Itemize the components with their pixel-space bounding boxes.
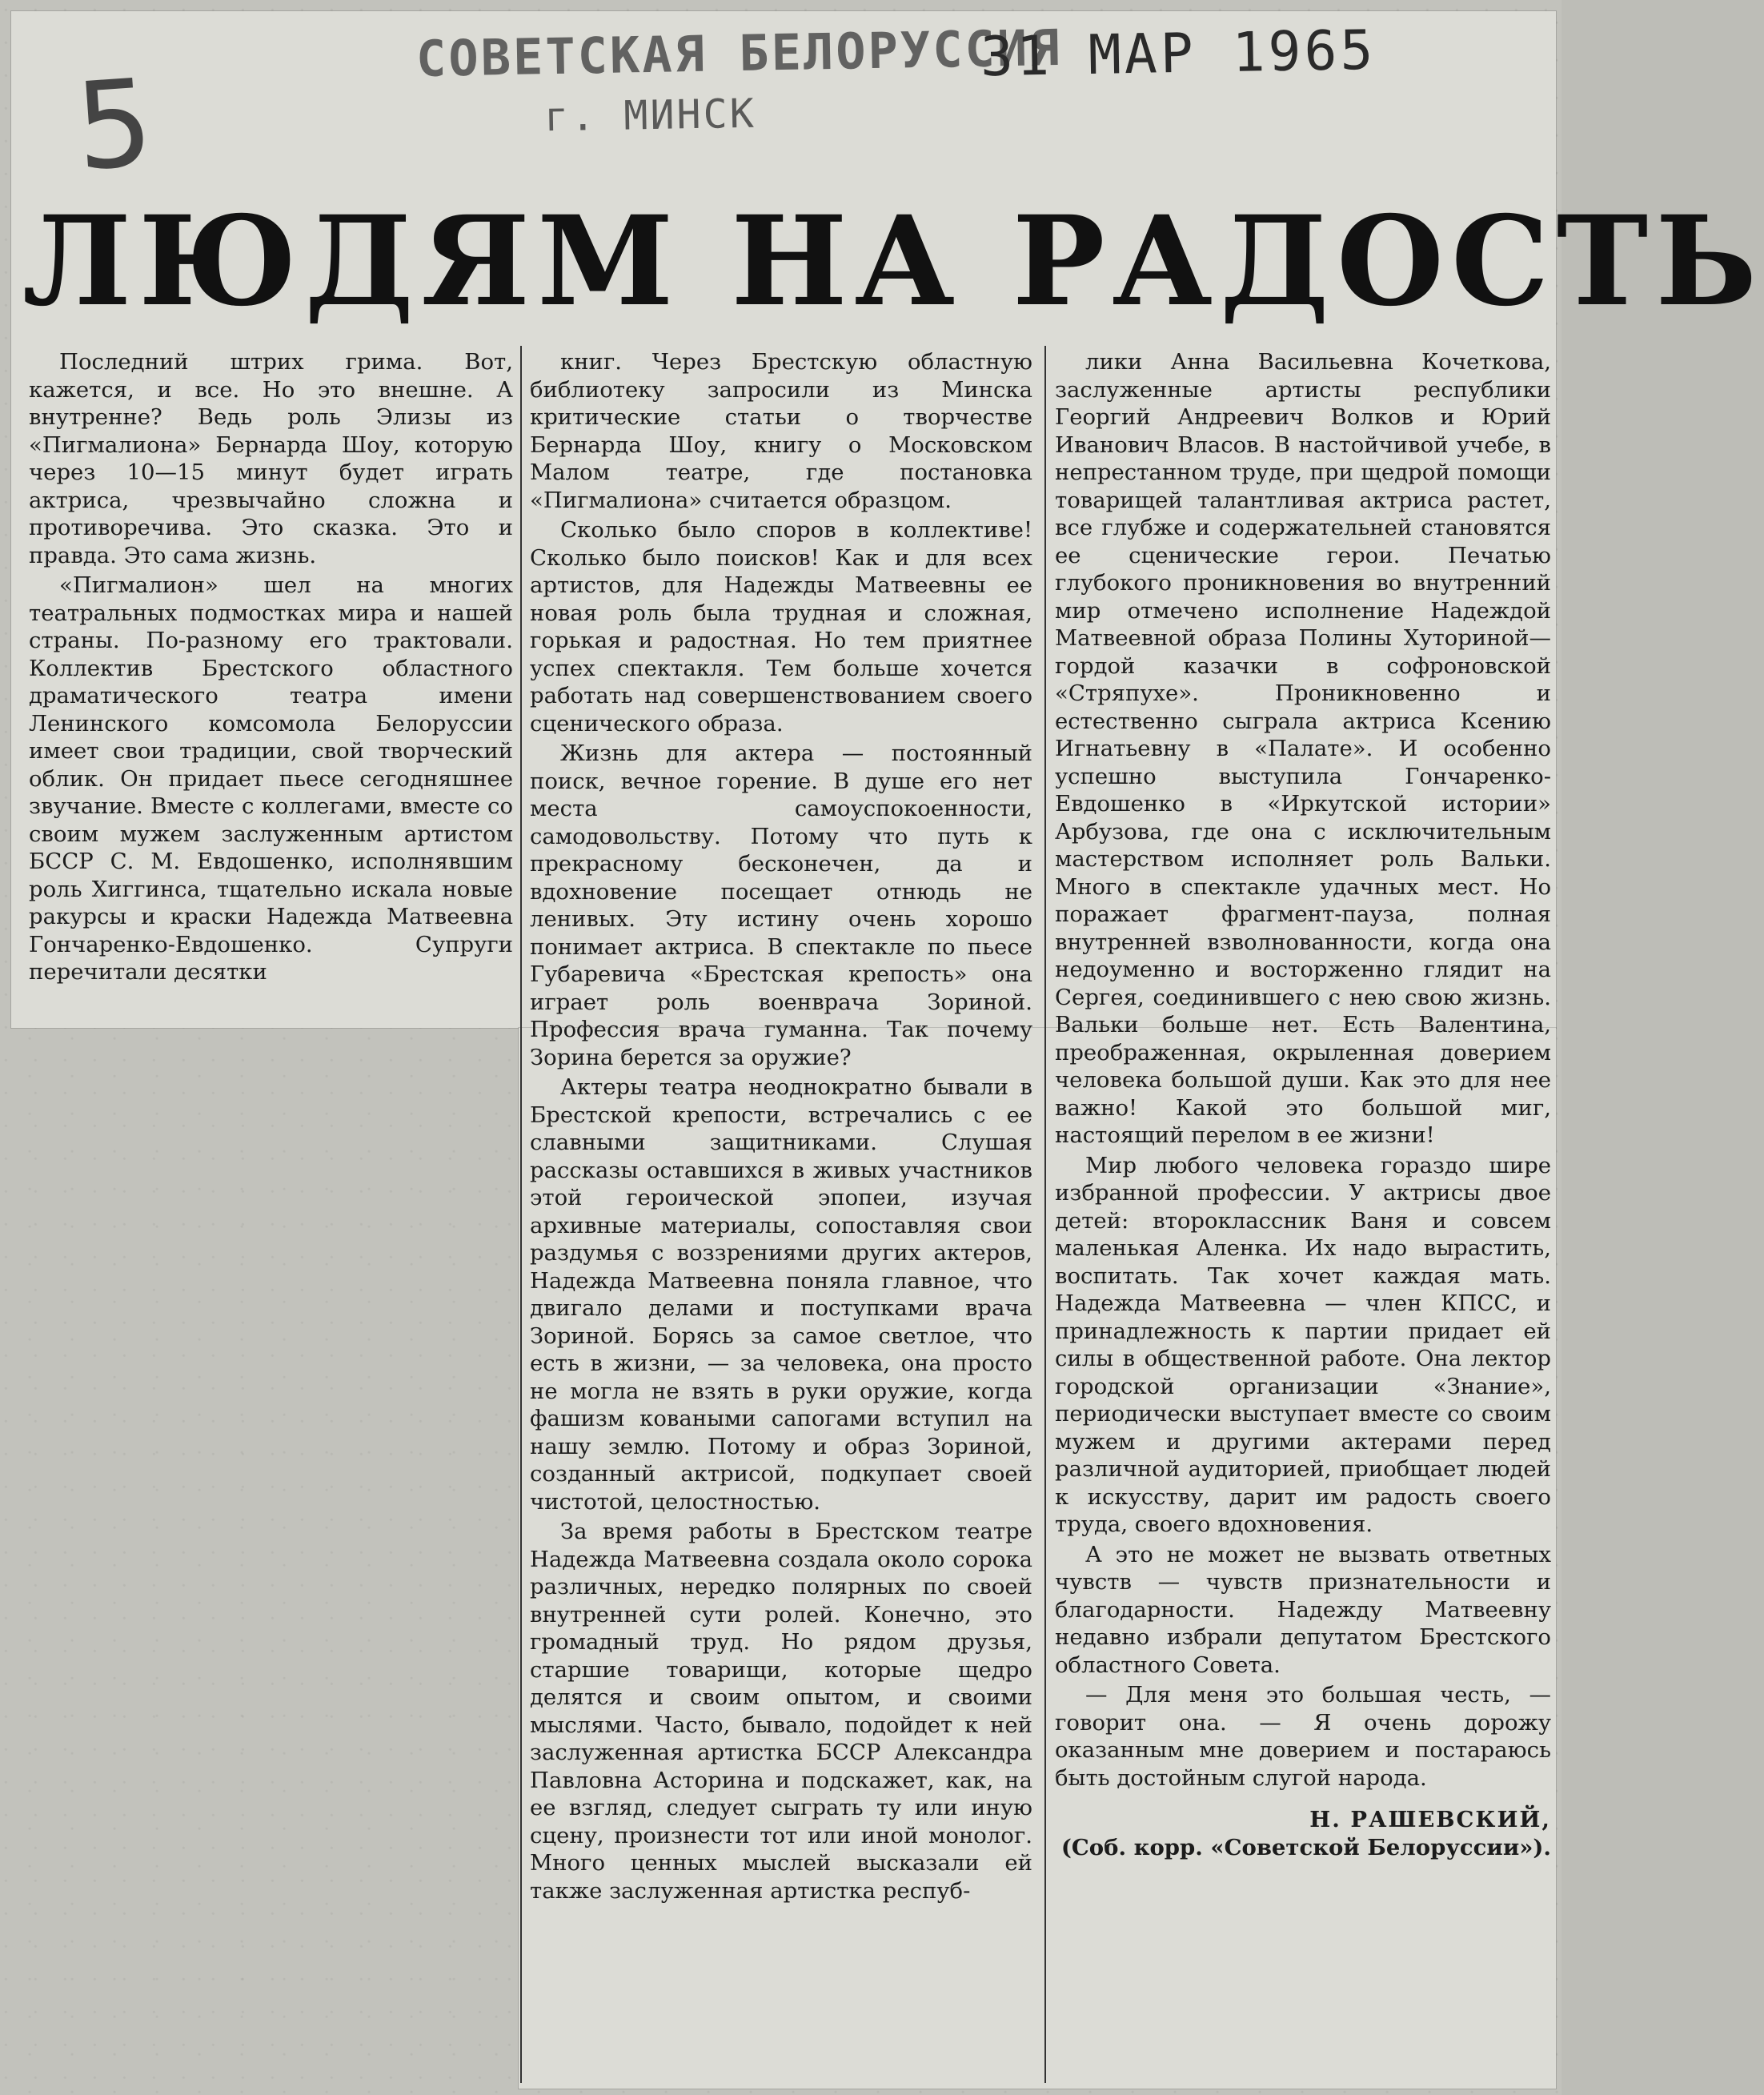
paragraph: «Пигмалион» шел на многих театральных подмостках мира и нашей страны. По-разному его трактовали. Коллектив Брестского областного драматического театра имени Ленинского комсомола Белоруссии имеет свои традиции, свой творческий облик. Он придает пьесе сегодняшнее звучание. Вместе с коллегами, вместе со своим мужем заслуженным артистом БССР С. М. Евдошенко, исполнявшим роль Хиггинса, тщательно искала новые ракурсы и краски Надежда Матвеевна Гончаренко-Евдошенко. Супруги перечитали десятки	[29, 572, 513, 985]
column-rule	[1044, 346, 1046, 2083]
paragraph: лики Анна Васильевна Кочеткова, заслуженные артисты республики Георгий Андреевич Волков и Юрий Иванович Власов. В настойчивой учебе, в непрестанном труде, при щедрой помощи товарищей талантливая актриса растет, все глубже и содержательней становятся ее сценические герои. Печатью глубокого проникновения во внутренний мир отмечено исполнение Надеждой Матвеевной образа Полины Хуториной—гордой казачки в софроновской «Стряпухе». Проникновенно и естественно сыграла актриса Ксению Игнатьевну в «Палате». И особенно успешно выступила Гончаренко-Евдошенко в «Иркутской истории» Арбузова, где она с исключительным мастерством исполняет роль Вальки. Много в спектакле удачных мест. Но поражает фрагмент-пауза, полная внутренней взволнованности, когда она недоуменно и восторженно глядит на Сергея, соединившего с нею свою жизнь. Вальки больше нет. Есть Валентина, преображенная, окрыленная доверием человека большой души. Как это для нее важно! Какой это большой миг, настоящий перелом в ее жизни!	[1055, 349, 1551, 1148]
stamp-newspaper: СОВЕТСКАЯ БЕЛОРУССИЯ	[415, 18, 1063, 89]
headline: ЛЮДЯМ НА РАДОСТЬ	[22, 189, 1764, 334]
paragraph: За время работы в Брестском театре Надежда Матвеевна создала около сорока различных, нередко полярных по своей внутренней сути ролей. Конечно, это громадный труд. Но рядом друзья, старшие товарищи, которые щедро делятся и своим опытом, и своими мыслями. Часто, бывало, подойдет к ней заслуженная артистка БССР Александра Павловна Асторина и подскажет, как, на ее взгляд, следует сыграть ту или иную сцену, произнести тот или иной монолог. Много ценных мыслей высказали ей также заслуженная артистка респуб-	[530, 1519, 1032, 1904]
article-column-2	[530, 348, 1032, 1904]
article-column-1	[29, 348, 513, 986]
paragraph: Сколько было споров в коллективе! Сколько было поисков! Как и для всех артистов, для Надежды Матвеевны ее новая роль была трудная и сложная, горькая и радостная. Но тем приятнее успех спектакля. Тем больше хочется работать над совершенствованием своего сценического образа.	[530, 517, 1032, 736]
article-column-3	[1055, 348, 1551, 1861]
stamp-city: г. МИНСК	[543, 90, 757, 141]
paragraph: Актеры театра неоднократно бывали в Брестской крепости, встречались с ее славными защитниками. Слушая рассказы оставшихся в живых участников этой героической эпопеи, изучая архивные материалы, сопоставляя свои раздумья с воззрениями других актеров, Надежда Матвеевна поняла главное, что двигало делами и поступками врача Зориной. Борясь за самое светлое, что есть в жизни, — за человека, она просто не могла не взять в руки оружие, когда фашизм коваными сапогами вступил на нашу землю. Потому и образ Зориной, созданный актрисой, подкупает своей чистотой, целостностью.	[530, 1074, 1032, 1515]
paragraph: книг. Через Брестскую областную библиотеку запросили из Минска критические статьи о творчестве Бернарда Шоу, книгу о Московском Малом театре, где постановка «Пигмалиона» считается образцом.	[530, 349, 1032, 513]
handwritten-mark: 5	[71, 53, 158, 199]
column-rule	[520, 346, 522, 2083]
author-signature: Н. РАШЕВСКИЙ,	[1309, 1807, 1551, 1832]
paragraph: А это не может не вызвать ответных чувств — чувств признательности и благодарности. Надежду Матвеевну недавно избрали депутатом Брестского областного Совета.	[1055, 1541, 1551, 1678]
paragraph: — Для меня это большая честь, — говорит она. — Я очень дорожу оказанным мне доверием и постараюсь быть достойным слугой народа.	[1055, 1682, 1551, 1791]
paragraph: Мир любого человека гораздо шире избранной профессии. У актрисы двое детей: второклассник Ваня и совсем маленькая Аленка. Их надо вырастить, воспитать. Так хочет каждая мать. Надежда Матвеевна — член КПСС, и принадлежность к партии придает ей силы в общественной работе. Она лектор городской организации «Знание», периодически выступает вместе со своим мужем и другими актерами перед различной аудиторией, приобщает людей к искусству, дарит им радость своего труда, своего вдохновения.	[1055, 1152, 1551, 1537]
paragraph: Жизнь для актера — постоянный поиск, вечное горение. В душе его нет места самоуспокоенности, самодовольству. Потому что путь к прекрасному бесконечен, да и вдохновение посещает отнюдь не ленивых. Эту истину очень хорошо понимает актриса. В спектакле по пьесе Губаревича «Брестская крепость» она играет роль военврача Зориной. Профессия врача гуманна. Так почему Зорина берется за оружие?	[530, 740, 1032, 1070]
paragraph: Последний штрих грима. Вот, кажется, и все. Но это внешне. А внутренне? Ведь роль Элизы из «Пигмалиона» Бернарда Шоу, которую через 10—15 минут будет играть актриса, чрезвычайно сложна и противоречива. Это сказка. Это и правда. Это сама жизнь.	[29, 349, 513, 568]
stamp-date: 31 МАР 1965	[980, 18, 1377, 90]
author-affiliation: (Соб. корр. «Советской Белоруссии»).	[1060, 1834, 1551, 1860]
